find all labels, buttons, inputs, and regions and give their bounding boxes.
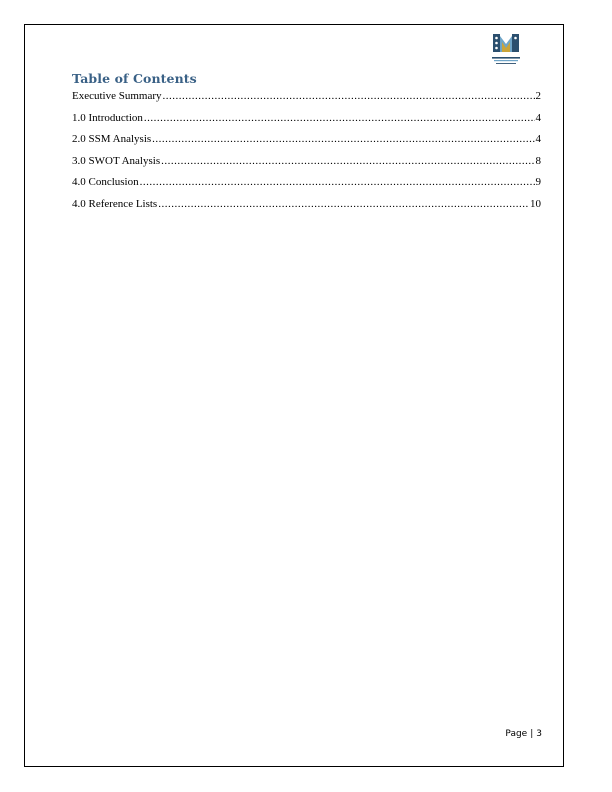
- toc-entry[interactable]: [72, 90, 541, 112]
- toc-title: Table of Contents: [72, 71, 197, 86]
- toc-entry-page: 2: [535, 90, 541, 102]
- table-of-contents: [72, 90, 541, 219]
- toc-entry-page: 4: [535, 111, 541, 124]
- toc-entry-page: 4: [535, 133, 541, 145]
- toc-entry-label: Executive Summary: [72, 90, 162, 102]
- toc-entry-page: 9: [535, 176, 541, 188]
- toc-entry-label: 2.0 SSM Analysis: [72, 133, 152, 145]
- page-number-footer: [470, 729, 542, 739]
- toc-entry-label: 1.0 Introduction: [72, 111, 143, 124]
- toc-entry[interactable]: [72, 155, 541, 177]
- toc-entry-label: 4.0 Conclusion: [72, 176, 139, 188]
- university-crest-icon: [488, 30, 524, 66]
- page-number: 3: [536, 729, 542, 739]
- page-label: Page: [505, 729, 528, 739]
- toc-entry[interactable]: [72, 112, 541, 134]
- toc-entry[interactable]: [72, 133, 541, 155]
- toc-entry-label: 3.0 SWOT Analysis: [72, 154, 161, 167]
- toc-dot-leader: [152, 133, 534, 145]
- toc-dot-leader: [158, 198, 529, 210]
- toc-entry-page: 8: [535, 154, 541, 167]
- toc-dot-leader: [144, 112, 535, 124]
- toc-entry[interactable]: [72, 176, 541, 198]
- toc-dot-leader: [140, 176, 535, 188]
- toc-entry-label: 4.0 Reference Lists: [72, 197, 158, 210]
- toc-entry[interactable]: [72, 198, 541, 220]
- toc-dot-leader: [161, 155, 534, 167]
- page-separator: |: [530, 729, 534, 739]
- toc-entry-page: 10: [530, 197, 541, 210]
- toc-dot-leader: [163, 90, 535, 102]
